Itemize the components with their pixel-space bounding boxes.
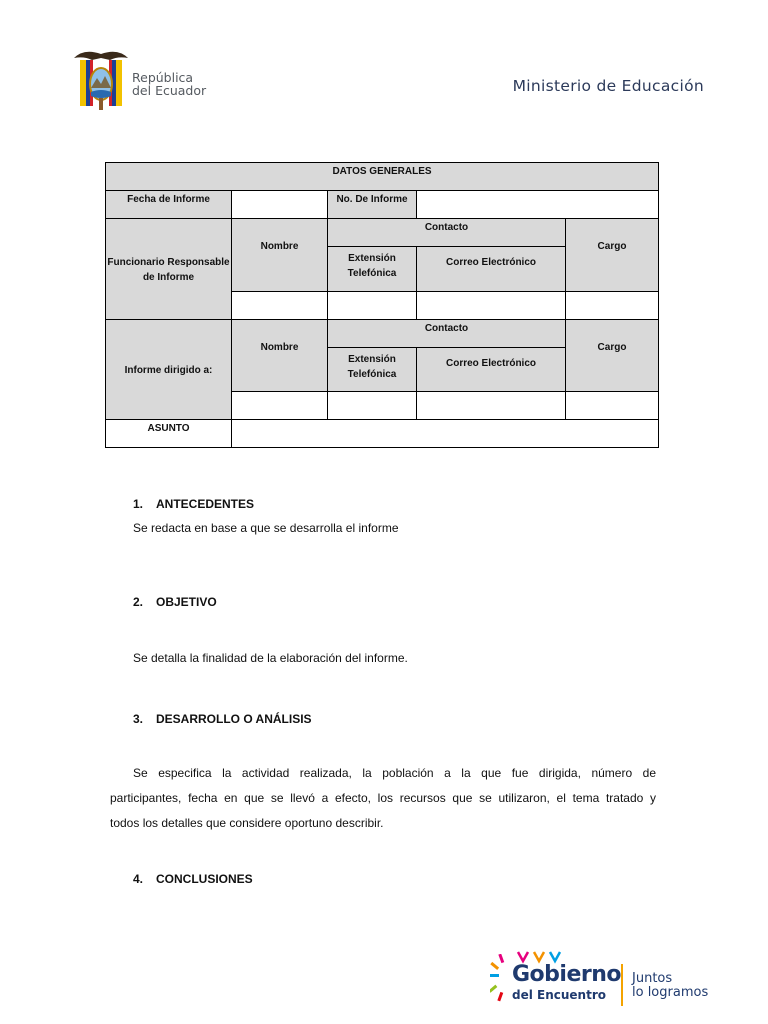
gobierno-text: Gobierno [512,962,622,987]
ministry-title: Ministerio de Educación [512,77,704,95]
section-3-line-1: Se especifica la actividad realizada, la población a la que fue dirigida, número de [133,766,656,780]
dirigido-correo-label: Correo Electrónico [416,347,566,392]
dirigido-cargo-label: Cargo [565,319,659,392]
section-2-title: OBJETIVO [156,595,217,609]
dirigido-contacto-label: Contacto [327,319,566,348]
republic-line-2: del Ecuador [132,83,207,98]
fecha-value[interactable] [231,190,328,219]
republic-name [132,71,206,97]
dirigido-nombre-label: Nombre [231,319,328,392]
funcionario-correo-label: Correo Electrónico [416,246,566,292]
section-3-title: DESARROLLO O ANÁLISIS [156,712,312,726]
funcionario-extension-label: Extensión Telefónica [327,246,417,292]
dirigido-extension-value[interactable] [327,391,417,420]
dirigido-cargo-value[interactable] [565,391,659,420]
section-3-line-2: participantes, fecha en que se llevó a efecto, los recursos que se utilizaron, el tema tratado y [110,791,656,805]
gobierno-del-encuentro-logo [490,950,720,1010]
coat-of-arms-icon [70,48,132,114]
ecuador-coat-of-arms-logo [70,48,220,114]
dirigido-nombre-value[interactable] [231,391,328,420]
section-1-text: Se redacta en base a que se desarrolla el informe [133,521,399,535]
section-1-title: ANTECEDENTES [156,497,255,511]
section-4-title: CONCLUSIONES [156,872,253,886]
section-2-heading [133,595,217,609]
section-1-heading [133,497,254,511]
table-title: DATOS GENERALES [105,162,659,191]
funcionario-cargo-label: Cargo [565,218,659,292]
republic-line-1: República [132,70,194,85]
funcionario-label: Funcionario Responsable de Informe [105,218,232,320]
section-3-line-3: todos los detalles que considere oportuno describir. [110,816,384,830]
funcionario-extension-value[interactable] [327,291,417,320]
asunto-label: ASUNTO [105,419,232,448]
encuentro-text: del Encuentro [512,988,606,1002]
gobierno-rays-icon [490,954,514,1004]
funcionario-nombre-label: Nombre [231,218,328,292]
funcionario-contacto-label: Contacto [327,218,566,247]
section-1-number: 1. [133,497,144,511]
section-4-heading [133,872,253,886]
logo-separator [621,964,623,1006]
dirigido-extension-label: Extensión Telefónica [327,347,417,392]
asunto-value[interactable] [231,419,659,448]
no-informe-value[interactable] [416,190,659,219]
fecha-label: Fecha de Informe [105,190,232,219]
slogan-line-2: lo logramos [632,985,709,1000]
section-3-number: 3. [133,712,144,726]
funcionario-cargo-value[interactable] [565,291,659,320]
section-2-number: 2. [133,595,144,609]
slogan-line-1: Juntos [632,971,673,986]
slogan [632,972,708,1000]
funcionario-nombre-value[interactable] [231,291,328,320]
section-3-heading [133,712,312,726]
section-3-paragraph [110,761,656,836]
section-4-number: 4. [133,872,144,886]
no-informe-label: No. De Informe [327,190,417,219]
funcionario-correo-value[interactable] [416,291,566,320]
section-2-text: Se detalla la finalidad de la elaboración del informe. [133,651,408,665]
dirigido-correo-value[interactable] [416,391,566,420]
datos-generales-table [105,162,659,448]
dirigido-label: Informe dirigido a: [105,319,232,420]
